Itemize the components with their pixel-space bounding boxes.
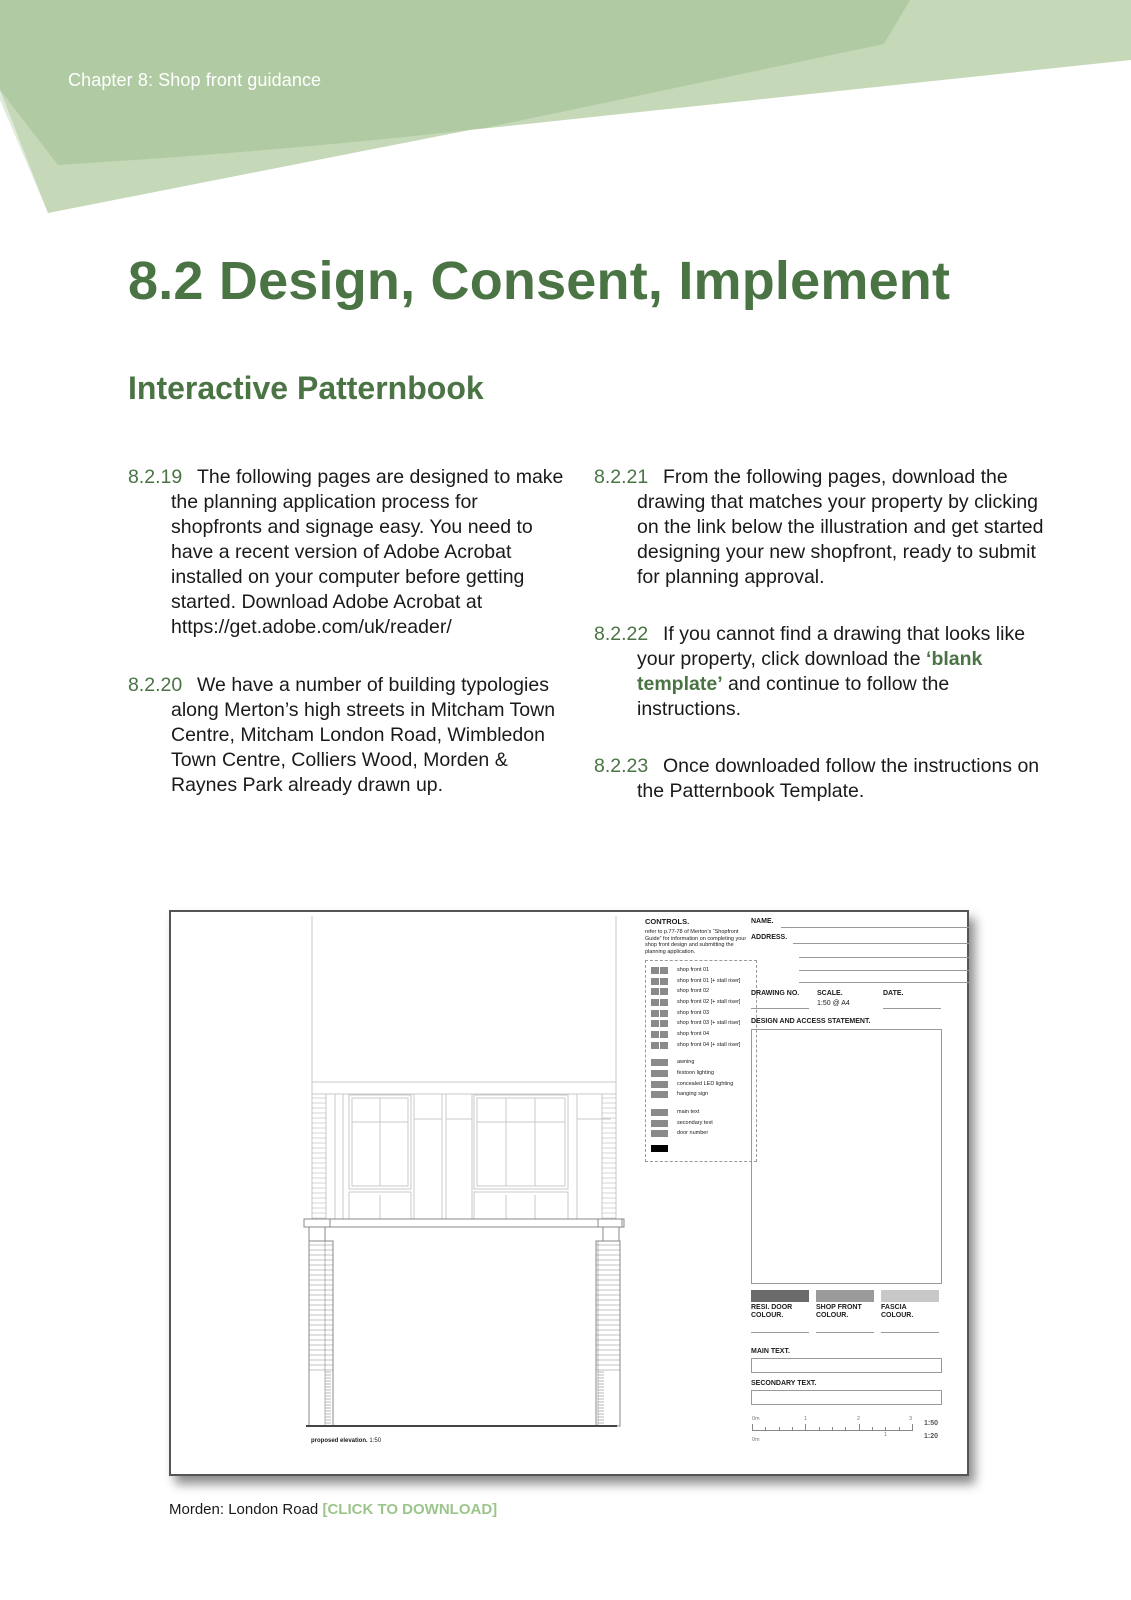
- toggle-label: shop front 04 [+ stall riser]: [677, 1041, 741, 1048]
- name-field[interactable]: [781, 927, 969, 928]
- caption-location: Morden: London Road: [169, 1501, 319, 1518]
- toggle-row: [651, 1018, 751, 1029]
- section-subtitle: Interactive Patternbook: [128, 370, 484, 406]
- on-button[interactable]: [651, 1010, 659, 1017]
- paragraph-number: 8.2.19: [128, 466, 183, 488]
- left-column: [128, 465, 568, 830]
- off-button[interactable]: [660, 967, 668, 974]
- off-button[interactable]: [660, 999, 668, 1006]
- on-button[interactable]: [651, 967, 659, 974]
- paragraph-text: The following pages are designed to make the planning application process for shopfronts and signage easy. You need to have a recent version of Adobe Acrobat installed on your computer before getting started. Download Adobe Acrobat at https://get.adobe.com/uk/reader/: [171, 466, 564, 638]
- scale-tick-label: 3: [909, 1416, 913, 1422]
- off-button[interactable]: [660, 1042, 668, 1049]
- select-row: [651, 1107, 751, 1118]
- secondary-text-label: SECONDARY TEXT.: [751, 1380, 817, 1387]
- controls-note: refer to p.77-78 of Merton’s “Shopfront Guide” for information on completing your shop front design and submitting the planning application.: [645, 929, 747, 955]
- fascia-ledge: [304, 1219, 622, 1227]
- scale-tick: [752, 1424, 753, 1431]
- paragraph-number: 8.2.21: [594, 466, 649, 488]
- select-label: door number: [677, 1130, 709, 1137]
- scale-value: 1:50 @ A4: [817, 1000, 850, 1007]
- toggle-label: shop front 04: [677, 1030, 710, 1037]
- paragraph-8-2-21: [594, 465, 1044, 590]
- address-field-line-2[interactable]: [799, 957, 969, 958]
- controls-panel: [645, 918, 755, 1162]
- off-button[interactable]: [660, 1020, 668, 1027]
- paragraph-number: 8.2.20: [128, 674, 183, 696]
- select-row: [651, 1058, 751, 1069]
- toggle-row: [651, 1008, 751, 1019]
- paragraph-text-start: If you cannot find a drawing that looks like your property, click download the: [637, 623, 1026, 670]
- off-button[interactable]: [660, 978, 668, 985]
- select-label: main text: [677, 1109, 700, 1116]
- toggle-label: shop front 02: [677, 988, 710, 995]
- scale-tick: [832, 1427, 833, 1431]
- scale-tick-label: 2: [857, 1416, 861, 1422]
- brick-pier-lower: [596, 1241, 620, 1426]
- chapter-label: Chapter 8: Shop front guidance: [68, 70, 322, 90]
- toggle-label: shop front 03: [677, 1009, 710, 1016]
- paragraph-8-2-22: [594, 622, 1044, 722]
- colour-label: SHOP FRONT COLOUR.: [816, 1304, 862, 1319]
- scale-label: SCALE.: [817, 990, 843, 997]
- colour-swatch[interactable]: [751, 1290, 809, 1302]
- brick-pier-lower: [309, 1241, 333, 1426]
- off-button[interactable]: [660, 988, 668, 995]
- paragraph-text: [637, 622, 1044, 722]
- toggle-row: [651, 1040, 751, 1051]
- colour-swatch[interactable]: [816, 1290, 874, 1302]
- scale-ratio-top: 1:50: [924, 1420, 939, 1427]
- scale-tick: [792, 1427, 793, 1431]
- scale-ratio-bottom: 1:20: [924, 1433, 939, 1440]
- select-button[interactable]: [651, 1130, 668, 1137]
- select-label: festoon lighting: [677, 1070, 714, 1077]
- date-label: DATE.: [883, 990, 904, 997]
- scale-tick-label: 0m: [752, 1437, 760, 1443]
- on-button[interactable]: [651, 988, 659, 995]
- paragraph-text: Once downloaded follow the instructions on the Patternbook Template.: [637, 755, 1040, 802]
- colour-swatch[interactable]: [881, 1290, 939, 1302]
- main-text-label: MAIN TEXT.: [751, 1348, 790, 1355]
- scale-tick-label: 0m: [752, 1416, 760, 1422]
- toggle-row: [651, 965, 751, 976]
- controls-box: [645, 960, 757, 1162]
- off-button[interactable]: [660, 1031, 668, 1038]
- drawing-no-label: DRAWING NO.: [751, 990, 800, 997]
- select-button[interactable]: [651, 1120, 668, 1127]
- colour-label: FASCIA COLOUR.: [881, 1304, 914, 1319]
- paragraph-number: 8.2.22: [594, 623, 649, 645]
- paragraph-8-2-20: [128, 673, 568, 798]
- address-field-line-4[interactable]: [799, 982, 969, 983]
- select-label: awning: [677, 1059, 695, 1066]
- select-label: concealed LED lighting: [677, 1080, 734, 1087]
- statement-field[interactable]: [751, 1029, 942, 1284]
- select-button[interactable]: [651, 1059, 668, 1066]
- toggle-label: shop front 01: [677, 966, 710, 973]
- paragraph-8-2-23: [594, 754, 1044, 804]
- scale-tick: [779, 1427, 780, 1431]
- paragraph-text: We have a number of building typologies along Merton’s high streets in Mitcham Town Centre, Mitcham London Road, Wimbledon Town Centre, Colliers Wood, Morden & Raynes Park already drawn up.: [171, 674, 556, 796]
- select-button[interactable]: [651, 1109, 668, 1116]
- select-button[interactable]: [651, 1081, 668, 1088]
- page-title: 8.2 Design, Consent, Implement: [128, 251, 951, 311]
- select-row: [651, 1090, 751, 1101]
- select-label: hanging sign: [677, 1091, 709, 1098]
- chapter-banner: [0, 0, 1131, 220]
- off-button[interactable]: [660, 1010, 668, 1017]
- toggle-label: shop front 03 [+ stall riser]: [677, 1020, 741, 1027]
- scale-tick-label: 1: [804, 1416, 808, 1422]
- colour-field[interactable]: [751, 1332, 809, 1333]
- scale-tick: [912, 1424, 913, 1431]
- on-button[interactable]: [651, 978, 659, 985]
- main-text-field[interactable]: [751, 1358, 942, 1373]
- secondary-text-field[interactable]: [751, 1390, 942, 1405]
- select-row: [651, 1068, 751, 1079]
- stall-riser: [474, 1192, 568, 1219]
- corbel: [603, 1227, 619, 1241]
- scale-tick: [859, 1424, 860, 1431]
- name-label: NAME.: [751, 918, 774, 925]
- address-field-line-3[interactable]: [799, 970, 969, 971]
- paragraph-number: 8.2.23: [594, 755, 649, 777]
- select-button[interactable]: [651, 1091, 668, 1098]
- right-column: [594, 465, 1044, 836]
- controls-heading: CONTROLS.: [645, 917, 690, 926]
- paragraph-text-end: and continue to follow the instructions.: [637, 673, 950, 720]
- reset-button[interactable]: [651, 1145, 668, 1152]
- on-button[interactable]: [651, 1020, 659, 1027]
- scale-tick: [819, 1427, 820, 1431]
- select-row: [651, 1129, 751, 1140]
- download-link[interactable]: [CLICK TO DOWNLOAD]: [322, 1501, 498, 1518]
- toggle-label: shop front 01 [+ stall riser]: [677, 977, 741, 984]
- patternbook-drawing[interactable]: [169, 910, 969, 1476]
- scale-tick: [872, 1427, 873, 1431]
- corbel: [309, 1227, 325, 1241]
- statement-label: DESIGN AND ACCESS STATEMENT.: [751, 1018, 871, 1025]
- toggle-row: [651, 976, 751, 987]
- address-field[interactable]: [793, 943, 969, 944]
- toggle-label: shop front 02 [+ stall riser]: [677, 998, 741, 1005]
- on-button[interactable]: [651, 1042, 659, 1049]
- date-field[interactable]: [883, 1008, 941, 1009]
- drawing-caption: [169, 1501, 497, 1518]
- toggle-row: [651, 1029, 751, 1040]
- drawing-no-field[interactable]: [751, 1008, 809, 1009]
- select-button[interactable]: [651, 1070, 668, 1077]
- scale-tick: [899, 1427, 900, 1431]
- select-row: [651, 1118, 751, 1129]
- right-window: [477, 1098, 565, 1186]
- scale-tick: [885, 1427, 886, 1431]
- scale-tick-label: 1: [884, 1432, 888, 1438]
- on-button[interactable]: [651, 1031, 659, 1038]
- colour-field[interactable]: [816, 1332, 874, 1333]
- scale-tick: [765, 1427, 766, 1431]
- address-label: ADDRESS.: [751, 934, 788, 941]
- on-button[interactable]: [651, 999, 659, 1006]
- scale-tick: [805, 1424, 806, 1431]
- toggle-row: [651, 986, 751, 997]
- toggle-row: [651, 997, 751, 1008]
- paragraph-text: From the following pages, download the drawing that matches your property by clicking on the link below the illustration and get started designing your new shopfront, ready to submit for planning approval.: [637, 466, 1044, 588]
- select-label: secondary text: [677, 1119, 713, 1126]
- colour-label: RESI. DOOR COLOUR.: [751, 1304, 793, 1319]
- paragraph-8-2-19: [128, 465, 568, 640]
- colour-field[interactable]: [881, 1332, 939, 1333]
- blank-template-link[interactable]: ‘blank template’: [637, 648, 983, 695]
- elevation-label: proposed elevation. 1:50: [311, 1438, 382, 1444]
- scale-tick: [845, 1427, 846, 1431]
- select-row: [651, 1079, 751, 1090]
